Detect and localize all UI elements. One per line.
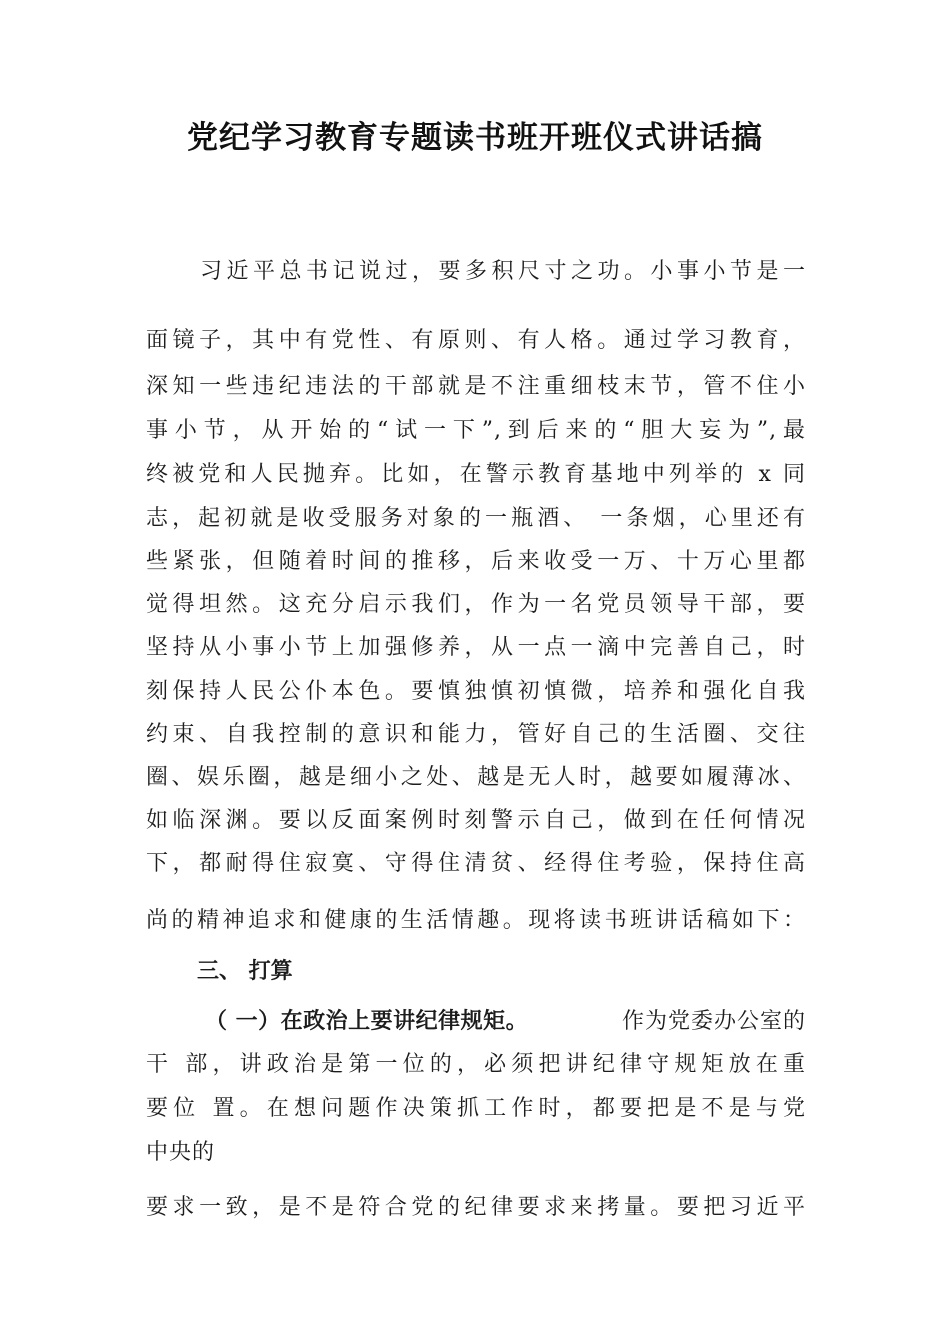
paragraph-line: 事小节，从开始的“试一下”,到后来的“胆大妄为”,最	[146, 418, 806, 443]
paragraph-line: 些紧张，但随着时间的推移，后来收受一万、十万心里都	[146, 549, 806, 574]
paragraph-line: 刻保持人民公仆本色。要慎独慎初慎微，培养和强化自我	[146, 679, 806, 704]
subsection-text: 作为党委办公室的	[621, 1009, 806, 1034]
paragraph-line: 终被党和人民抛弃。比如，在警示教育基地中列举的 x 同	[146, 462, 806, 487]
paragraph-line: 下，都耐得住寂寞、守得住清贫、经得住考验，保持住高	[146, 851, 806, 876]
paragraph-line: 尚的精神追求和健康的生活情趣。现将读书班讲话稿如下：	[146, 908, 806, 933]
paragraph-line: 觉得坦然。这充分启示我们，作为一名党员领导干部，要	[146, 592, 806, 617]
paragraph-line: 圈、娱乐圈，越是细小之处、越是无人时，越要如履薄冰、	[146, 765, 806, 790]
paragraph-line: 要求一致，是不是符合党的纪律要求来拷量。要把习近平	[146, 1195, 806, 1220]
paragraph-line: 习近平总书记说过，要多积尺寸之功。小事小节是一	[200, 259, 806, 284]
paragraph-line: 干 部，讲政治是第一位的，必须把讲纪律守规矩放在重	[146, 1052, 806, 1077]
paragraph-line: 中央的	[146, 1140, 216, 1165]
subsection-bold-label: （ 一）在政治上要讲纪律规矩。	[205, 1009, 529, 1034]
subsection-line	[205, 1007, 806, 1037]
paragraph-line: 如临深渊。要以反面案例时刻警示自己，做到在任何情况	[146, 808, 806, 833]
paragraph-line: 志，起初就是收受服务对象的一瓶酒、 一条烟，心里还有	[146, 506, 806, 531]
paragraph-line: 坚持从小事小节上加强修养，从一点一滴中完善自己，时	[146, 635, 806, 660]
section-heading: 三、 打算	[197, 959, 293, 984]
paragraph-line: 约束、自我控制的意识和能力，管好自己的生活圈、交往	[146, 722, 806, 747]
paragraph-line: 深知一些违纪违法的干部就是不注重细枝末节，管不住小	[146, 374, 806, 399]
paragraph-line: 面镜子，其中有党性、有原则、有人格。通过学习教育，	[146, 328, 806, 353]
paragraph-line: 要位 置。在想问题作决策抓工作时，都要把是不是与党	[146, 1096, 806, 1121]
document-title: 党纪学习教育专题读书班开班仪式讲话搞	[187, 120, 763, 156]
